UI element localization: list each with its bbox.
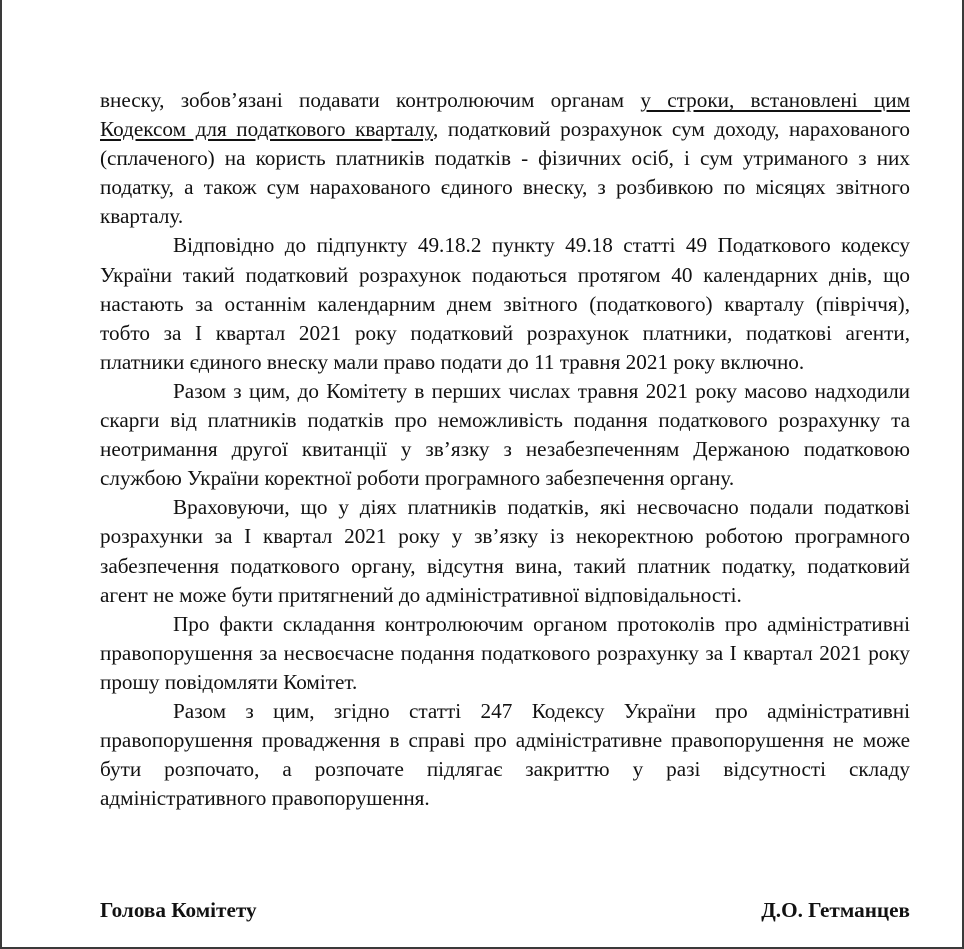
signatory-position: Голова Комітету xyxy=(100,898,257,922)
paragraph xyxy=(100,231,910,376)
paragraph-text: Разом з цим, до Комітету в перших числах травня 2021 року масово надходили скарги від платників податків про неможливість подання податкового розрахунку та неотримання другої квитанції у зв’язку з незабезпеченням Держаною податковою службою України коректної роботи програмного забезпечення органу. xyxy=(100,378,910,491)
document-body xyxy=(100,86,910,813)
paragraph xyxy=(100,610,910,697)
paragraph xyxy=(100,86,910,231)
paragraph-text: Враховуючи, що у діях платників податків, які несвочасно подали податкові розрахунки за І квартал 2021 року у зв’язку із некоректною роботою програмного забезпечення податкового органу, відсутня вина, такий платник податку, податковий агент не може бути притягнений до адміністративної відповідальності. xyxy=(100,495,910,607)
paragraph xyxy=(100,697,910,813)
signatory-name: Д.О. Гетманцев xyxy=(761,898,910,922)
paragraph-text: внеску, зобов’язані подавати контролюючим органам xyxy=(100,88,641,112)
paragraph-text: Про факти складання контролюючим органом протоколів про адміністративні правопорушення за несвоєчасне подання податкового розрахунку за І квартал 2021 року прошу повідомляти Комітет. xyxy=(100,611,910,694)
paragraph-text: Разом з цим, згідно статті 247 Кодексу України про адміністративні правопорушення провадження в справі про адміністративне правопорушення не може бути розпочато, а розпочате підлягає закриттю у разі відсутності складу адміністративного правопорушення. xyxy=(100,698,910,811)
signature-block xyxy=(100,896,910,925)
paragraph xyxy=(100,377,910,493)
underlined-text: у строки, встановлені цим Кодексом для податкового кварталу xyxy=(100,88,910,142)
paragraph xyxy=(100,493,910,609)
paragraph-text: , податковий розрахунок сум доходу, нарахованого (сплаченого) на користь платників податків - фізичних осіб, і сум утриманого з них податку, а також сум нарахованого єдиного внеску, з розбивкою по місяцях звітного кварталу. xyxy=(100,117,910,229)
paragraph-text: Відповідно до підпункту 49.18.2 пункту 49.18 статті 49 Податкового кодексу України такий податковий розрахунок подаються протягом 40 календарних днів, що настають за останнім календарним днем звітного (податкового) кварталу (півріччя), тобто за І квартал 2021 року податковий розрахунок платники, податкові агенти, платники єдиного внеску мали право подати до 11 травня 2021 року включно. xyxy=(100,233,910,374)
